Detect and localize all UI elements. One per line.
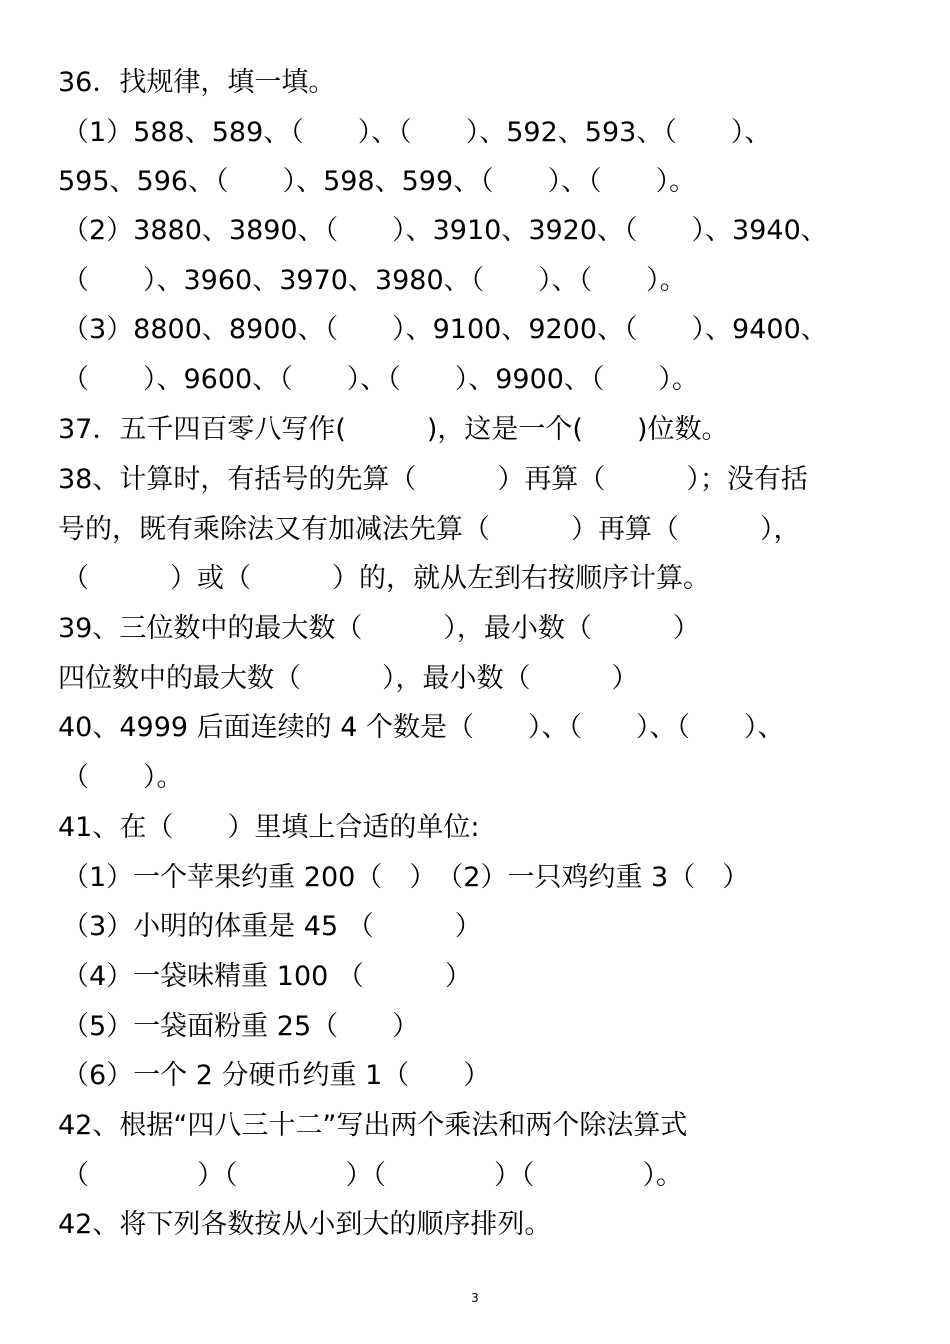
- question-42-order-title: 42、将下列各数按从小到大的顺序排列。: [58, 1209, 552, 1240]
- question-41-item-5: （5）一袋面粉重 25（ ）: [62, 1011, 420, 1042]
- question-36-part-3-line-1: （3）8800、8900、（ ）、9100、9200、（ ）、9400、: [62, 314, 828, 345]
- question-42-answer-blanks: （ ）（ ）（ ）（ ）。: [62, 1160, 683, 1191]
- question-37: 37．五千四百零八写作( )，这是一个( )位数。: [58, 414, 729, 445]
- question-36-part-1-line-1: （1）588、589、（ ）、（ ）、592、593、（ ）、: [62, 117, 772, 148]
- question-38-line-2: 号的，既有乘除法又有加减法先算（ ）再算（ ），: [58, 514, 801, 545]
- question-36-part-3-line-2: （ ）、9600、（ ）、（ ）、9900、（ ）。: [62, 364, 699, 395]
- question-41-items-1-2: （1）一个苹果约重 200（ ） （2）一只鸡约重 3（ ）: [62, 862, 750, 893]
- question-41-item-4: （4）一袋味精重 100 （ ）: [62, 961, 472, 992]
- question-42-title: 42、根据“四八三十二”写出两个乘法和两个除法算式: [58, 1110, 688, 1141]
- question-41-title: 41、在（ ）里填上合适的单位:: [58, 812, 480, 843]
- question-39-line-1: 39、三位数中的最大数（ ），最小数（ ）: [58, 613, 700, 644]
- question-41-item-3: （3）小明的体重是 45 （ ）: [62, 911, 482, 942]
- question-36-part-2-line-2: （ ）、3960、3970、3980、（ ）、（ ）。: [62, 265, 687, 296]
- question-40-line-2: （ ）。: [62, 762, 184, 793]
- question-36-title: 36．找规律，填一填。: [58, 67, 336, 98]
- question-40-line-1: 40、4999 后面连续的 4 个数是（ ）、（ ）、（ ）、: [58, 712, 785, 743]
- page-number: 3: [471, 1291, 479, 1305]
- question-38-line-3: （ ）或（ ）的，就从左到右按顺序计算。: [62, 563, 710, 594]
- question-38-line-1: 38、计算时，有括号的先算（ ）再算（ ）；没有括: [58, 464, 808, 495]
- question-36-part-2-line-1: （2）3880、3890、（ ）、3910、3920、（ ）、3940、: [62, 215, 828, 246]
- question-41-item-6: （6）一个 2 分硬币约重 1（ ）: [62, 1060, 491, 1091]
- question-36-part-1-line-2: 595、596、（ ）、598、599、（ ）、（ ）。: [58, 166, 697, 197]
- question-39-line-2: 四位数中的最大数（ ），最小数（ ）: [58, 663, 639, 694]
